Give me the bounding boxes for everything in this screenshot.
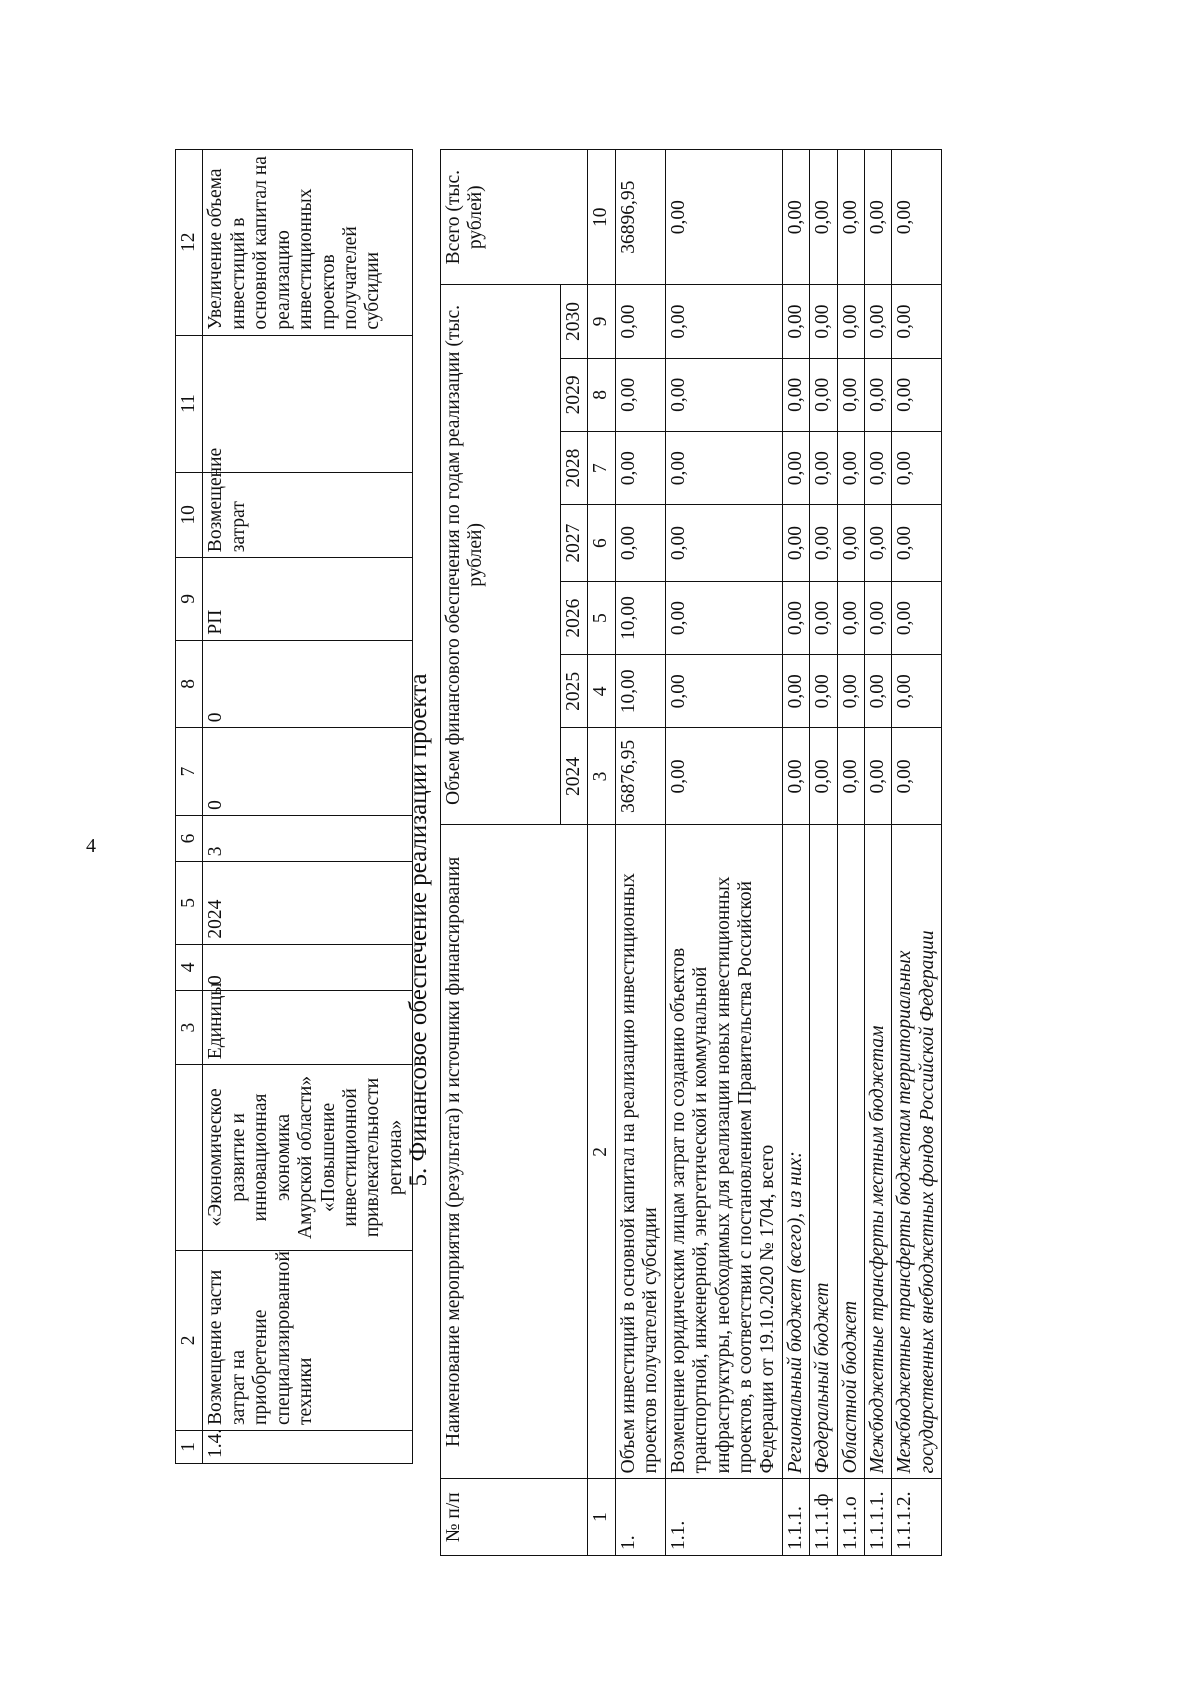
- year-cell: 2024: [561, 728, 588, 825]
- year-cell: 2029: [561, 358, 588, 431]
- row-name: Возмещение юридическим лицам затрат по созданию объектов транспортной, инженерной, энергетической и коммунальной инфраструктуры, необходимых для реализации новых инвестиционных проектов, в соответствии с постановлением Правительства Российской Федерации от 19.10.2020 № 1704, всего: [665, 825, 782, 1479]
- row-num: 1.1.1.: [782, 1479, 809, 1556]
- row-value: 0,00: [782, 581, 809, 654]
- header-cell: 5: [176, 862, 203, 944]
- page-number: 4: [86, 835, 96, 857]
- colnum-cell: 6: [588, 505, 615, 582]
- finance-row: [782, 150, 809, 1556]
- row-value: 0,00: [810, 358, 837, 431]
- colnum-cell: 7: [588, 431, 615, 504]
- colnum-cell: 3: [588, 728, 615, 825]
- row-value: 0,00: [665, 431, 782, 504]
- header-cell: 8: [176, 640, 203, 728]
- result-table-header-row: [176, 150, 203, 1464]
- row-value: 0,00: [810, 581, 837, 654]
- row-value: 0,00: [865, 728, 892, 825]
- colnum-cell: 5: [588, 581, 615, 654]
- row-value: 0,00: [665, 655, 782, 728]
- row-name: Межбюджетные трансферты бюджетам территориальных государственных внебюджетных фондов Российской Федерации: [892, 825, 942, 1479]
- row-value: 0,00: [615, 505, 665, 582]
- row-name: Областной бюджет: [837, 825, 864, 1479]
- year-cell: 2028: [561, 431, 588, 504]
- row-value: 0,00: [865, 431, 892, 504]
- row-total: 36896,95: [615, 150, 665, 285]
- row-value: 0,00: [837, 581, 864, 654]
- row-value: 0,00: [782, 728, 809, 825]
- header-cell: 7: [176, 728, 203, 816]
- row-value: 0,00: [837, 655, 864, 728]
- row-value: 0,00: [665, 285, 782, 358]
- row-value: 0,00: [892, 505, 942, 582]
- colnum-cell: 4: [588, 655, 615, 728]
- cell-year: 2024: [203, 862, 413, 944]
- year-cell: 2025: [561, 655, 588, 728]
- header-cell: 11: [176, 335, 203, 472]
- cell-effect: Увеличение объема инвестиций в основной капитал на реализацию инвестиционных проектов получателей субсидии: [203, 150, 413, 336]
- cell-value: 0: [203, 944, 413, 990]
- row-value: 0,00: [892, 728, 942, 825]
- row-total: 0,00: [665, 150, 782, 285]
- finance-header-row: [441, 150, 561, 1556]
- row-value: 0,00: [665, 505, 782, 582]
- header-cell: 2: [176, 1250, 203, 1430]
- header-cell: 12: [176, 150, 203, 336]
- colnum-cell: 2: [588, 825, 615, 1479]
- row-value: 0,00: [665, 728, 782, 825]
- header-cell: 6: [176, 815, 203, 861]
- finance-row: [865, 150, 892, 1556]
- header-cell: 1: [176, 1431, 203, 1464]
- row-total: 0,00: [782, 150, 809, 285]
- row-value: 0,00: [865, 655, 892, 728]
- row-value: 0,00: [837, 728, 864, 825]
- row-value: 0,00: [837, 431, 864, 504]
- row-value: 0,00: [810, 728, 837, 825]
- finance-table: [440, 149, 942, 1556]
- finance-row: [837, 150, 864, 1556]
- row-value: 0,00: [810, 285, 837, 358]
- cell-value: 0: [203, 728, 413, 816]
- row-total: 0,00: [837, 150, 864, 285]
- finance-row: [615, 150, 665, 1556]
- row-name: Объем инвестиций в основной капитал на реализацию инвестиционных проектов получателей субсидии: [615, 825, 665, 1479]
- cell-type: Возмещение затрат: [203, 472, 413, 558]
- cell-value: 0: [203, 640, 413, 728]
- row-num: 1.1.: [665, 1479, 782, 1556]
- row-value: 0,00: [810, 655, 837, 728]
- row-value: 0,00: [892, 655, 942, 728]
- row-value: 0,00: [865, 358, 892, 431]
- row-value: 0,00: [782, 655, 809, 728]
- row-value: 0,00: [837, 285, 864, 358]
- row-value: 0,00: [810, 505, 837, 582]
- row-value: 0,00: [665, 358, 782, 431]
- row-value: 0,00: [892, 285, 942, 358]
- header-cell: 10: [176, 472, 203, 558]
- cell-name: Возмещение части затрат на приобретение специализированной техники: [203, 1250, 413, 1430]
- row-value: 0,00: [782, 358, 809, 431]
- header-total: Всего (тыс. рублей): [441, 150, 588, 285]
- row-num: 1.: [615, 1479, 665, 1556]
- row-value: 0,00: [782, 431, 809, 504]
- row-name: Федеральный бюджет: [810, 825, 837, 1479]
- finance-colnum-row: [588, 150, 615, 1556]
- header-name: Наименование мероприятия (результата) и источники финансирования: [441, 825, 588, 1479]
- cell-num: 1.4.: [203, 1431, 413, 1464]
- row-value: 0,00: [810, 431, 837, 504]
- cell-unit: Единицы: [203, 991, 413, 1065]
- row-value: 0,00: [782, 285, 809, 358]
- header-cell: [176, 1065, 203, 1251]
- cell-program: «Экономическое развитие и инновационная экономика Амурской области» «Повышение инвестиционной привлекательности региона»: [203, 1065, 413, 1251]
- colnum-cell: 8: [588, 358, 615, 431]
- row-value: 0,00: [865, 505, 892, 582]
- row-value: 0,00: [665, 581, 782, 654]
- finance-row: [892, 150, 942, 1556]
- header-cell: 4: [176, 944, 203, 990]
- row-total: 0,00: [865, 150, 892, 285]
- row-value: 0,00: [615, 358, 665, 431]
- cell-value: 3: [203, 815, 413, 861]
- row-value: 36876,95: [615, 728, 665, 825]
- row-value: 0,00: [782, 505, 809, 582]
- section-title: 5. Финансовое обеспечение реализации проекта: [405, 673, 432, 1187]
- header-cell: 9: [176, 558, 203, 640]
- colnum-cell: 9: [588, 285, 615, 358]
- row-value: 0,00: [615, 285, 665, 358]
- year-cell: 2027: [561, 505, 588, 582]
- row-value: 0,00: [837, 505, 864, 582]
- row-value: 0,00: [837, 358, 864, 431]
- finance-rows: [615, 150, 941, 1556]
- row-value: 0,00: [865, 285, 892, 358]
- row-value: 0,00: [892, 431, 942, 504]
- row-name: Межбюджетные трансферты местным бюджетам: [865, 825, 892, 1479]
- year-cell: 2030: [561, 285, 588, 358]
- row-num: 1.1.1.о: [837, 1479, 864, 1556]
- row-num: 1.1.1.1.: [865, 1479, 892, 1556]
- row-value: 0,00: [892, 581, 942, 654]
- rotated-content: [0, 140, 1040, 1700]
- row-num: 1.1.1.ф: [810, 1479, 837, 1556]
- finance-row: [810, 150, 837, 1556]
- cell-type: РП: [203, 558, 413, 640]
- row-value: 10,00: [615, 581, 665, 654]
- row-name: Региональный бюджет (всего), из них:: [782, 825, 809, 1479]
- row-value: 10,00: [615, 655, 665, 728]
- row-num: 1.1.1.2.: [892, 1479, 942, 1556]
- colnum-cell: 1: [588, 1479, 615, 1556]
- result-table-row: [203, 150, 413, 1464]
- colnum-cell: 10: [588, 150, 615, 285]
- year-cell: 2026: [561, 581, 588, 654]
- cell-empty: [203, 335, 413, 472]
- header-cell: 3: [176, 991, 203, 1065]
- result-table: [175, 149, 413, 1464]
- row-value: 0,00: [892, 358, 942, 431]
- row-total: 0,00: [892, 150, 942, 285]
- row-value: 0,00: [615, 431, 665, 504]
- finance-row: [665, 150, 782, 1556]
- header-num: № п/п: [441, 1479, 588, 1556]
- header-volume: Объем финансового обеспечения по годам реализации (тыс. рублей): [441, 285, 561, 825]
- row-value: 0,00: [865, 581, 892, 654]
- row-total: 0,00: [810, 150, 837, 285]
